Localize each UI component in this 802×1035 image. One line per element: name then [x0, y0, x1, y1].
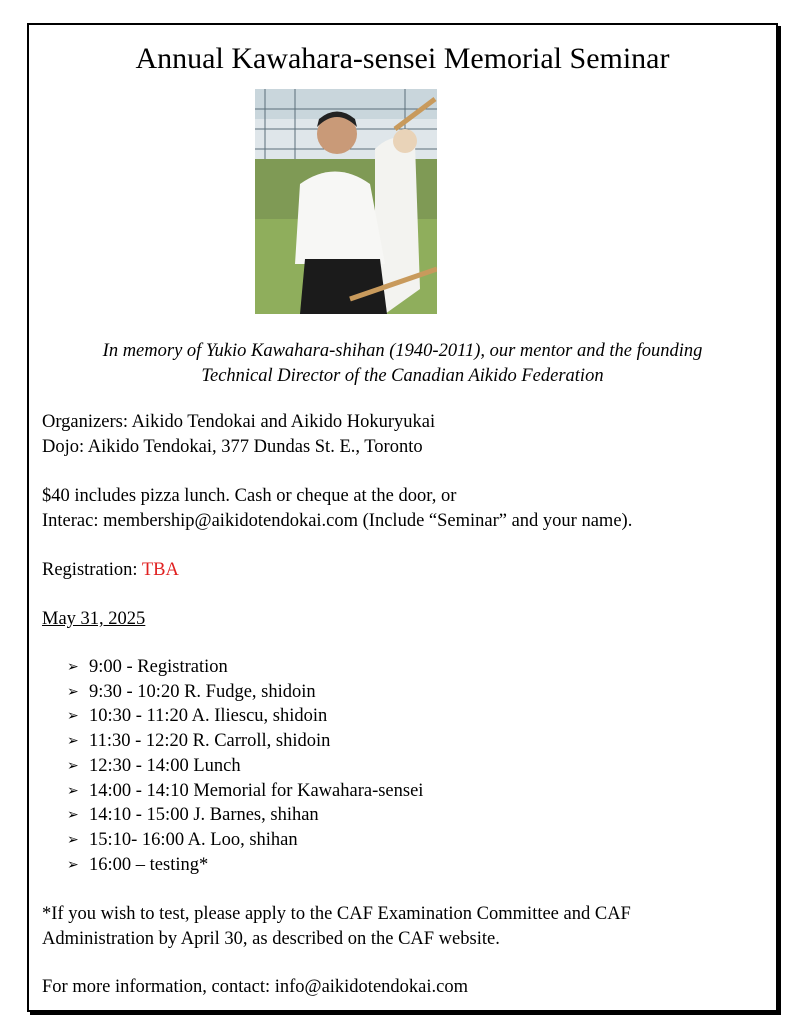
photo-of-aikido-instructors-icon: [255, 89, 437, 314]
schedule-item: [67, 754, 423, 779]
memoriam-text: [43, 339, 762, 389]
fee-line-2: Interac: membership@aikidotendokai.com (Include “Seminar” and your name).: [42, 511, 633, 531]
schedule-item: [67, 704, 423, 729]
schedule-item-text: 9:30 - 10:20 R. Fudge, shidoin: [89, 681, 316, 702]
schedule-item-text: 15:10- 16:00 A. Loo, shihan: [89, 829, 298, 850]
testing-note-line-2: Administration by April 30, as described on the CAF website.: [42, 929, 500, 949]
arrow-bullet-icon: ➢: [67, 757, 79, 774]
seminar-photo: [255, 89, 437, 314]
arrow-bullet-icon: ➢: [67, 782, 79, 799]
arrow-bullet-icon: ➢: [67, 659, 79, 675]
schedule-item-text: 12:30 - 14:00 Lunch: [89, 755, 241, 776]
schedule-item-text: 10:30 - 11:20 A. Iliescu, shidoin: [89, 706, 328, 727]
schedule-item: [67, 779, 423, 804]
schedule-item-text: 14:00 - 14:10 Memorial for Kawahara-sensei: [89, 780, 424, 801]
arrow-bullet-icon: ➢: [67, 683, 79, 700]
schedule-item-text: 11:30 - 12:20 R. Carroll, shidoin: [89, 731, 331, 752]
dojo-text: Dojo: Aikido Tendokai, 377 Dundas St. E., Toronto: [42, 437, 423, 457]
memoriam-line-1: In memory of Yukio Kawahara-shihan (1940-2011), our mentor and the founding: [102, 341, 703, 361]
schedule-item: [67, 655, 423, 680]
registration-line: [42, 558, 179, 583]
contact-info: For more information, contact: info@aikidotendokai.com: [42, 977, 468, 997]
schedule-item: [67, 853, 423, 878]
schedule-item: [67, 828, 423, 853]
schedule-item: [67, 680, 423, 705]
page-title: Annual Kawahara-sensei Memorial Seminar: [135, 42, 670, 75]
seminar-date: May 31, 2025: [42, 609, 146, 629]
registration-label: Registration:: [42, 560, 142, 580]
testing-note-line-1: *If you wish to test, please apply to the CAF Examination Committee and CAF: [42, 904, 631, 924]
schedule-item-text: 9:00 - Registration: [89, 657, 228, 677]
organizers-block: [42, 410, 435, 460]
arrow-bullet-icon: ➢: [67, 831, 79, 848]
testing-note: [42, 902, 631, 952]
fee-line-1: $40 includes pizza lunch. Cash or cheque at the door, or: [42, 486, 457, 506]
schedule-item-text: 14:10 - 15:00 J. Barnes, shihan: [89, 805, 319, 826]
schedule-item: [67, 803, 423, 828]
fee-block: [42, 484, 632, 534]
registration-value: TBA: [141, 560, 179, 580]
memoriam-line-2: Technical Director of the Canadian Aikido Federation: [201, 366, 604, 386]
arrow-bullet-icon: ➢: [67, 807, 79, 824]
schedule-list: [67, 655, 423, 877]
flyer-page: [27, 23, 778, 1012]
schedule-item-text: 16:00 – testing*: [89, 854, 209, 875]
arrow-bullet-icon: ➢: [67, 733, 79, 750]
arrow-bullet-icon: ➢: [67, 856, 79, 873]
schedule-item: [67, 729, 423, 754]
organizers-text: Organizers: Aikido Tendokai and Aikido Hokuryukai: [42, 412, 436, 432]
arrow-bullet-icon: ➢: [67, 708, 79, 725]
